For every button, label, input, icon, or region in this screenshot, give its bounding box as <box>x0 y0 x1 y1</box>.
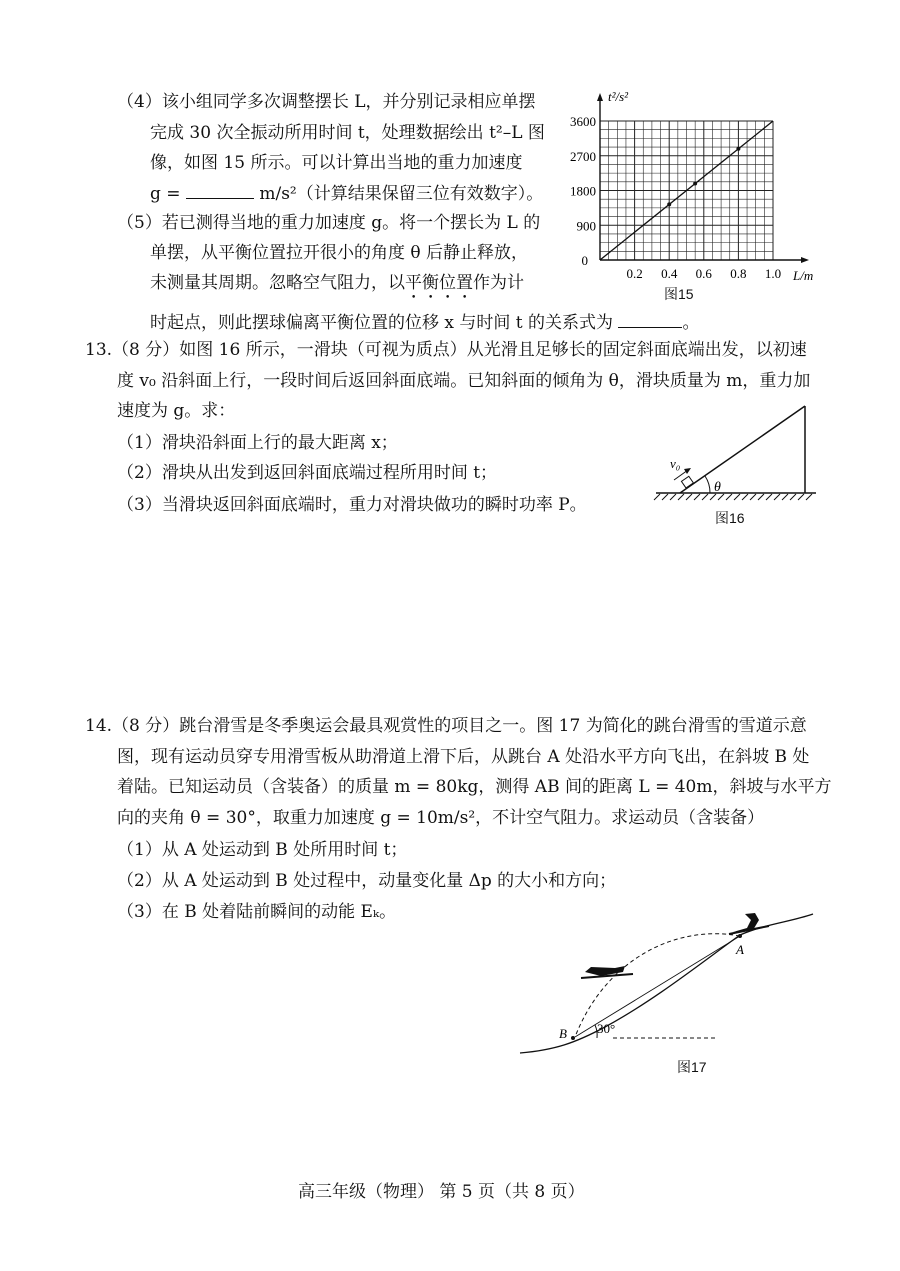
q12-p5-line4-a: 时起点 <box>150 313 201 333</box>
fig17-ski-jump-diagram <box>515 910 825 1060</box>
q12-p4-line1: （4）该小组同学多次调整摆长 L，并分别记录相应单摆 <box>117 92 536 112</box>
y-axis-arrow <box>597 93 603 101</box>
x-tick-label: 1.0 <box>764 266 782 281</box>
q12-p5-line3-c: 作为计 <box>473 273 524 293</box>
origin-label: 0 <box>581 253 588 268</box>
fig15-chart <box>570 88 818 283</box>
q12-p5-line1: （5）若已测得当地的重力加速度 g。将一个摆长为 L 的 <box>117 213 541 233</box>
q13-line3: 速度为 g。求： <box>117 401 236 421</box>
q12-p5-line4-c: 。 <box>682 313 700 333</box>
x-tick-label: 0.2 <box>626 266 643 281</box>
q12-p4-line3: 像，如图 15 所示。可以计算出当地的重力加速度 <box>150 153 523 173</box>
fig15-caption: 图15 <box>664 286 694 302</box>
q14-line4: 向的夹角 θ = 30°，取重力加速度 g = 10m/s²，不计空气阻力。求运动员（含装备） <box>117 808 765 828</box>
y-tick-label: 3600 <box>570 114 596 129</box>
skier-at-a-icon <box>729 913 769 934</box>
y-axis-label: t²/s² <box>608 89 629 104</box>
data-point <box>693 182 697 186</box>
g-label: g = <box>150 184 181 204</box>
y-tick-label: 2700 <box>570 148 596 164</box>
y-tick-label: 900 <box>576 218 596 234</box>
theta-label: θ <box>714 480 721 495</box>
q14-line3: 着陆。已知运动员（含装备）的质量 m = 80kg，测得 AB 间的距离 L = 40m，斜坡与水平方 <box>117 777 832 797</box>
q13-line2: 度 v₀ 沿斜面上行，一段时间后返回斜面底端。已知斜面的倾角为 θ，滑块质量为 m，重力加 <box>117 371 811 391</box>
data-point <box>736 147 740 151</box>
y-tick-label: 1800 <box>570 183 596 199</box>
q12-p5-line3-a: 未测量其周期。忽略空气阻力，以 <box>150 273 405 293</box>
angle-label: 30° <box>597 1021 616 1036</box>
q13-sub3: （3）当滑块返回斜面底端时，重力对滑块做功的瞬时功率 P。 <box>117 495 587 515</box>
v0-label: v₀ <box>670 456 681 471</box>
q13-line1: 13.（8 分）如图 16 所示，一滑块（可视为质点）从光滑且足够长的固定斜面底端出发，以初速 <box>85 340 807 360</box>
page-footer: 高三年级（物理） 第 5 页（共 8 页） <box>298 1182 585 1202</box>
q12-p5-line3 <box>150 272 524 303</box>
q12-p4-line4 <box>150 182 543 205</box>
fig17-caption: 图17 <box>677 1059 707 1075</box>
data-point <box>667 202 671 206</box>
emphasis-text: 平衡位置 <box>405 273 473 293</box>
q12-p5-line2: 单摆，从平衡位置拉开很小的角度 θ 后静止释放， <box>150 243 529 263</box>
flying-skier-icon <box>581 966 633 978</box>
fig16-caption: 图16 <box>715 510 745 526</box>
q14-sub1: （1）从 A 处运动到 B 处所用时间 t； <box>117 840 408 860</box>
x-axis-arrow <box>801 257 809 263</box>
point-a-label: A <box>736 942 744 957</box>
q12-p5-line4 <box>150 311 699 334</box>
q13-sub1: （1）滑块沿斜面上行的最大距离 x； <box>117 433 398 453</box>
x-tick-label: 0.6 <box>695 266 712 281</box>
x-tick-label: 0.4 <box>661 266 678 281</box>
answer-blank-x[interactable] <box>618 311 682 328</box>
q13-sub2: （2）滑块从出发到返回斜面底端过程所用时间 t； <box>117 463 498 483</box>
q14-line2: 图，现有运动员穿专用滑雪板从助滑道上滑下后，从跳台 A 处沿水平方向飞出，在斜坡 B 处 <box>117 747 810 767</box>
q12-p5-line4-b: ，则此摆球偏离平衡位置的位移 x 与时间 t 的关系式为 <box>201 313 614 333</box>
q14-sub2: （2）从 A 处运动到 B 处过程中，动量变化量 Δp 的大小和方向； <box>117 871 617 891</box>
unit-note: m/s²（计算结果保留三位有效数字）。 <box>259 184 544 204</box>
q12-p4-line2: 完成 30 次全振动所用时间 t，处理数据绘出 t²–L 图 <box>150 123 545 143</box>
x-tick-label: 0.8 <box>730 266 747 281</box>
answer-blank-g[interactable] <box>186 182 254 199</box>
fig16-incline-diagram <box>648 398 828 518</box>
q14-line1: 14.（8 分）跳台滑雪是冬季奥运会最具观赏性的项目之一。图 17 为简化的跳台滑雪的雪道示意 <box>85 716 807 736</box>
point-b-label: B <box>559 1026 567 1041</box>
q14-sub3: （3）在 B 处着陆前瞬间的动能 Eₖ。 <box>117 902 397 922</box>
x-axis-label: L/m <box>793 268 814 283</box>
